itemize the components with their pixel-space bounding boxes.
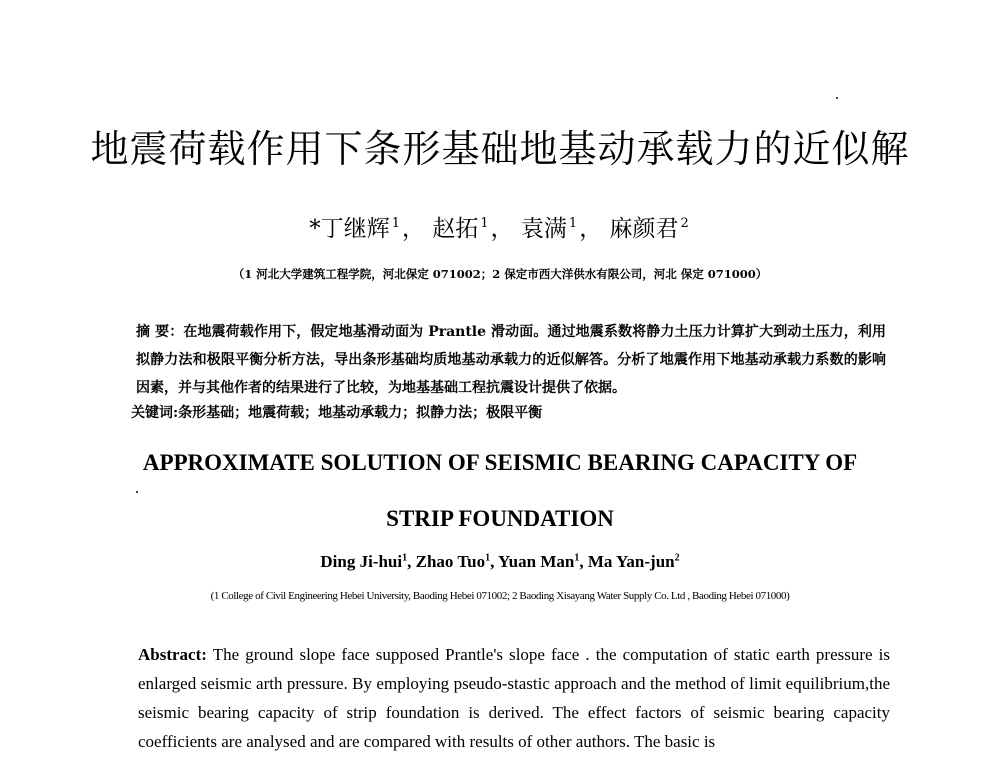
authors-chinese: [0, 210, 1000, 243]
author-cn-4: 麻颜君 $^2$: [609, 216, 689, 242]
author-en-4: Ma Yan-jun$^2$: [587, 552, 680, 571]
abstract-en-label: Abstract:: [138, 645, 207, 664]
abstract-cn-label: 摘 要：: [136, 324, 184, 340]
affiliation-english: (1 College of Civil Engineering Hebei University, Baoding Hebei 071002; 2 Baoding Xisayang Water Supply Co. Ltd , Baoding Hebei 071000): [210, 590, 790, 602]
abstract-english: [138, 640, 890, 756]
scan-speck: [136, 491, 138, 493]
keywords-cn-label: 关键词:: [131, 405, 179, 421]
affiliation-chinese: （1 河北大学建筑工程学院，河北保定 071002；2 保定市西大洋供水有限公司，河北 保定 071000）: [232, 267, 768, 281]
author-cn-3: 袁满 $^1$，: [520, 216, 603, 242]
title-english-line1: APPROXIMATE SOLUTION OF SEISMIC BEARING CAPACITY OF: [142, 450, 858, 475]
keywords-chinese: [131, 402, 891, 422]
abstract-cn-text: 在地震荷载作用下，假定地基滑动面为 Prantle 滑动面。通过地震系数将静力土压力计算扩大到动土压力，利用拟静力法和极限平衡分析方法，导出条形基础均质地基动承载力的近似解答。分析了地震作用下地基动承载力系数的影响因素，并与其他作者的结果进行了比较，为地基基础工程抗震设计提供了依据。: [136, 324, 887, 396]
author-cn-1: *丁继辉 $^1$，: [309, 216, 425, 242]
author-cn-2: 赵拓 $^1$，: [432, 216, 514, 242]
abstract-chinese: [136, 318, 886, 402]
authors-english: [0, 552, 1000, 572]
author-en-3: Yuan Man$^1$,: [497, 552, 588, 571]
title-english-line2: STRIP FOUNDATION: [386, 506, 614, 531]
title-chinese: 地震荷载作用下条形基础地基动承载力的近似解: [90, 127, 910, 171]
author-en-2: Zhao Tuo$^1$,: [415, 552, 498, 571]
scan-speck: [836, 97, 838, 99]
keywords-cn-text: 条形基础；地震荷载；地基动承载力；拟静力法；极限平衡: [178, 405, 543, 421]
author-en-1: Ding Ji-hui$^1$,: [320, 552, 416, 571]
abstract-en-text: The ground slope face supposed Prantle's slope face . the computation of static earth pressure is enlarged seismic arth pressure. By employing pseudo-stastic approach and the method of limit equilibrium,the seismic bearing capacity of strip foundation is derived. The effect factors of seismic bearing capacity coefficients are analysed and are compared with results of other authors. The basic is: [138, 645, 890, 751]
